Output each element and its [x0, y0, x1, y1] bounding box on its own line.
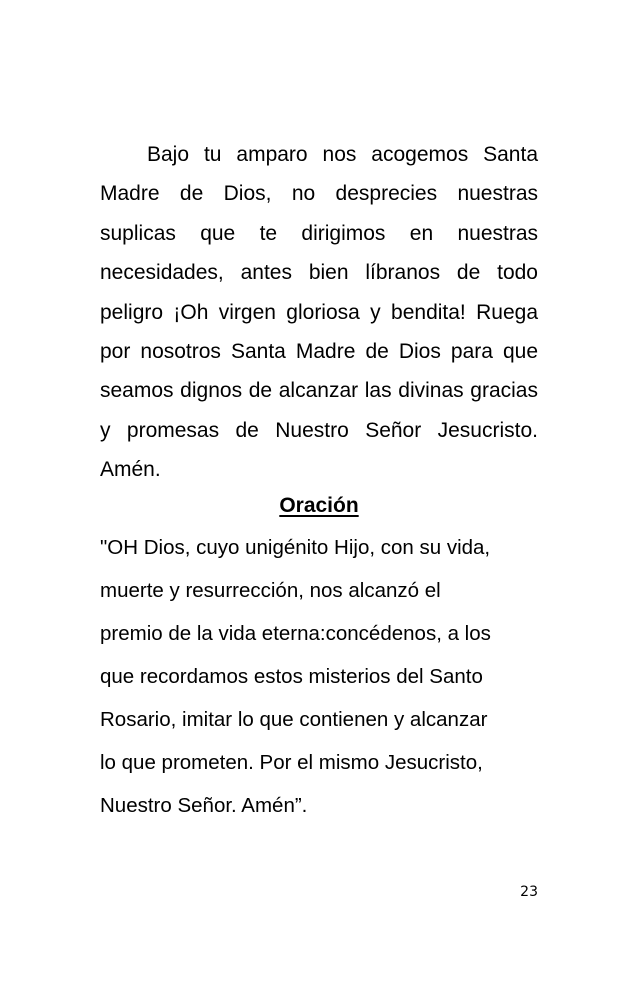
- prayer-line: muerte y resurrección, nos alcanzó el: [100, 579, 441, 602]
- prayer-line: Rosario, imitar lo que contienen y alcanzar: [100, 708, 488, 731]
- prayer-line: "OH Dios, cuyo unigénito Hijo, con su vida,: [100, 536, 491, 559]
- prayer-line: que recordamos estos misterios del Santo: [100, 665, 483, 688]
- prayer-line: lo que prometen. Por el mismo Jesucristo,: [100, 751, 483, 774]
- section-heading: Oración: [279, 494, 359, 517]
- page-number: 23: [520, 884, 538, 900]
- body-paragraph: Bajo tu amparo nos acogemos Santa Madre de Dios, no desprecies nuestras suplicas que te dirigimos en nuestras necesidades, antes bien líbranos de todo peligro ¡Oh virgen gloriosa y bendita! Ruega por nosotros Santa Madre de Dios para que seamos dignos de alcanzar las divinas gracias y promesas de Nuestro Señor Jesucristo. Amén.: [100, 143, 538, 482]
- prayer-line: premio de la vida eterna:concédenos, a los: [100, 622, 491, 645]
- prayer-line: Nuestro Señor. Amén”.: [100, 794, 308, 817]
